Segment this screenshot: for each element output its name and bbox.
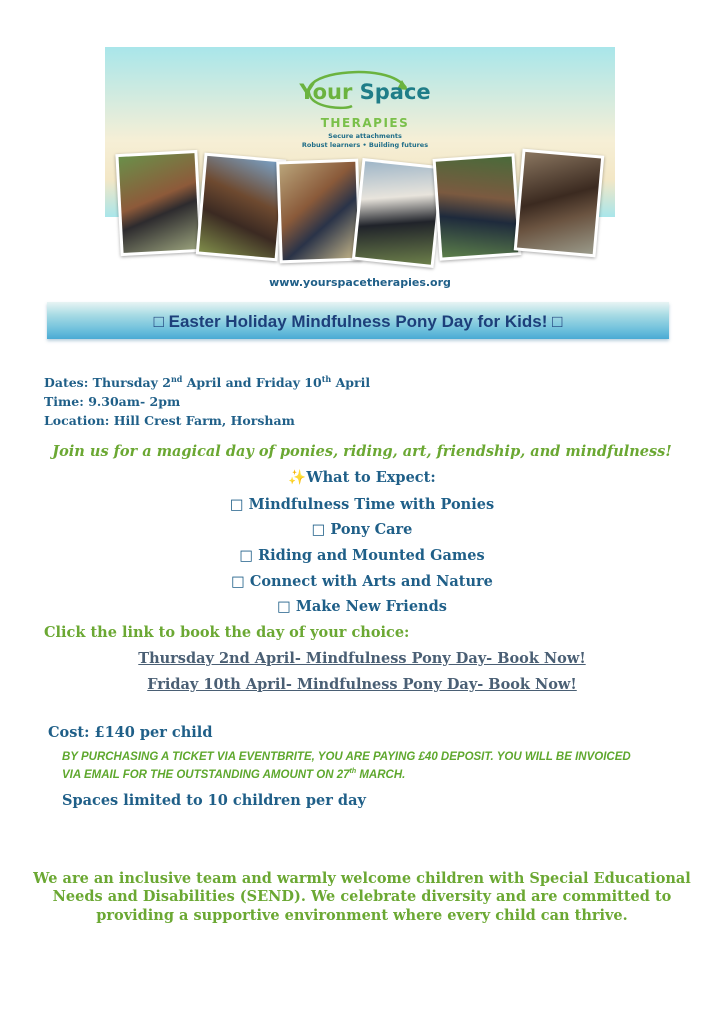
expect-item: □ Riding and Mounted Games: [239, 547, 485, 564]
spaces-limit: Spaces limited to 10 children per day: [62, 792, 366, 809]
expect-item: □ Mindfulness Time with Ponies: [229, 496, 495, 513]
pony-photo: [433, 153, 522, 260]
event-dates: Dates: Thursday 2nd April and Friday 10th April: [44, 374, 371, 391]
title-bar: [47, 302, 669, 339]
pony-photo: [352, 158, 444, 268]
expect-item: □ Connect with Arts and Nature: [231, 573, 493, 590]
website-link[interactable]: www.yourspacetherapies.org: [269, 276, 451, 289]
booking-prompt: Click the link to book the day of your choice:: [44, 624, 410, 641]
logo-wordmark: Your Space: [299, 80, 431, 104]
logo-tagline: Robust learners • Building futures: [301, 141, 429, 149]
deposit-notice: BY PURCHASING A TICKET VIA EVENTBRITE, YOU ARE PAYING £40 DEPOSIT. YOU WILL BE INVOICED: [62, 751, 631, 763]
deposit-notice: VIA EMAIL FOR THE OUTSTANDING AMOUNT ON 27th MARCH.: [62, 768, 406, 781]
pony-photo: [514, 149, 605, 258]
pony-photo: [115, 150, 202, 256]
your-space-logo: [290, 66, 440, 156]
event-time: Time: 9.30am- 2pm: [44, 394, 181, 409]
inclusion-statement: providing a supportive environment where every child can thrive.: [96, 907, 628, 924]
pony-photo: [196, 153, 287, 262]
cost-label: Cost: £140 per child: [48, 724, 213, 741]
intro-text: Join us for a magical day of ponies, riding, art, friendship, and mindfulness!: [52, 443, 672, 460]
book-friday-link[interactable]: Friday 10th April- Mindfulness Pony Day- Book Now!: [147, 676, 577, 693]
expect-item: □ Make New Friends: [277, 598, 447, 615]
logo-subtitle: THERAPIES: [320, 116, 410, 130]
pony-photo: [276, 159, 362, 264]
expect-item: □ Pony Care: [311, 521, 413, 538]
book-thursday-link[interactable]: Thursday 2nd April- Mindfulness Pony Day- Book Now!: [138, 650, 586, 667]
page-title: □ Easter Holiday Mindfulness Pony Day for Kids! □: [153, 312, 563, 331]
logo-tagline: Secure attachments: [328, 132, 402, 140]
event-location: Location: Hill Crest Farm, Horsham: [44, 413, 295, 428]
inclusion-statement: Needs and Disabilities (SEND). We celebrate diversity and are committed to: [52, 888, 672, 905]
inclusion-statement: We are an inclusive team and warmly welcome children with Special Educational: [33, 870, 691, 887]
expect-heading: ✨What to Expect:: [288, 469, 436, 486]
